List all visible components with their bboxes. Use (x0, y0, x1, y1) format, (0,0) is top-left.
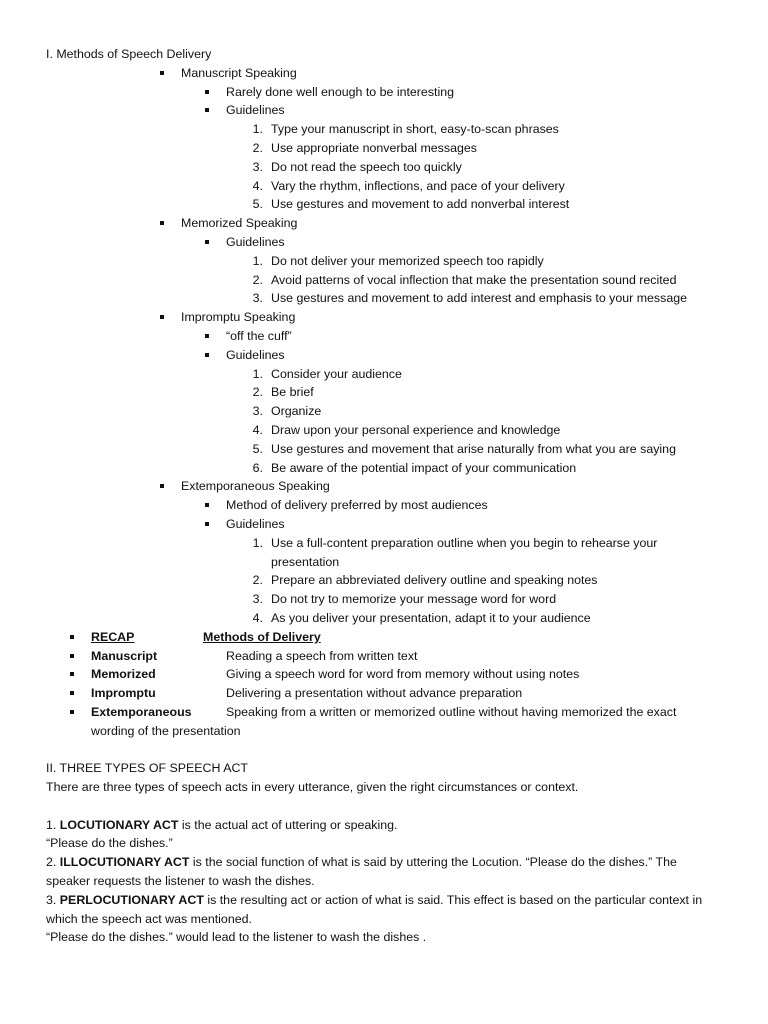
bullet-icon (70, 710, 74, 714)
section2-intro: There are three types of speech acts in every utterance, given the right circumstances or context. (46, 780, 579, 795)
recap-header: RECAP Methods of Delivery (46, 628, 768, 647)
guideline-item: 5. Use gestures and movement that arise naturally from what you are saying (252, 441, 676, 456)
method-title: Extemporaneous Speaking (181, 479, 330, 494)
guideline-item: 1. Type your manuscript in short, easy-to-scan phrases (252, 122, 559, 137)
bullet-icon (160, 71, 164, 75)
term-perlocutionary: PERLOCUTIONARY ACT (59, 892, 204, 907)
guideline-item: 2. Be brief (252, 385, 314, 400)
list-item-manuscript (46, 64, 768, 83)
paragraph-continued: which the speech act was mentioned. (46, 911, 252, 926)
guidelines-label: Guidelines (46, 515, 768, 534)
guideline-item: 4. Vary the rhythm, inflections, and pace of your delivery (252, 178, 565, 193)
recap-row: Impromptu Delivering a presentation without advance preparation (46, 684, 768, 703)
guideline-item: 3. Organize (252, 404, 322, 419)
guideline-item: 1. Consider your audience (252, 366, 402, 381)
guideline-item: 3. Use gestures and movement to add interest and emphasis to your message (252, 291, 687, 306)
guideline-item: 2. Prepare an abbreviated delivery outline and speaking notes (252, 573, 598, 588)
guidelines-label: Guidelines (46, 346, 768, 365)
guidelines-label: Guidelines (46, 233, 768, 252)
guideline-item: 6. Be aware of the potential impact of your communication (252, 460, 577, 475)
list-item-impromptu (46, 308, 768, 327)
list-item-memorized (46, 214, 768, 233)
example-text: “Please do the dishes.” (46, 836, 173, 851)
guideline-item: 3. Do not try to memorize your message word for word (252, 592, 557, 607)
list-item: “off the cuff” (46, 327, 768, 346)
method-title: Impromptu Speaking (181, 310, 296, 325)
guideline-item: 4. Draw upon your personal experience and knowledge (252, 422, 561, 437)
recap-row: Extemporaneous Speaking from a written or memorized outline without having memorized the exact (46, 703, 768, 722)
section1-heading: I. Methods of Speech Delivery (46, 47, 212, 61)
term-locutionary: LOCUTIONARY ACT (59, 817, 179, 832)
section2-heading: II. THREE TYPES OF SPEECH ACT (46, 761, 248, 776)
bullet-icon (160, 315, 164, 319)
bullet-icon (205, 353, 209, 357)
bullet-icon (205, 503, 209, 507)
example-text: “Please do the dishes.” would lead to the listener to wash the dishes . (46, 930, 427, 945)
guideline-item: 1. Use a full-content preparation outline when you begin to rehearse your (252, 535, 658, 550)
speech-act-illocutionary: 2. ILLOCUTIONARY ACT is the social function of what is said by uttering the Locution. “Please do the dishes.” The (46, 855, 677, 870)
list-item-extemporaneous (46, 477, 768, 496)
bullet-icon (160, 221, 164, 225)
bullet-icon (205, 334, 209, 338)
guideline-item: 2. Use appropriate nonverbal messages (252, 140, 477, 155)
guideline-item: 3. Do not read the speech too quickly (252, 159, 462, 174)
guideline-item: 5. Use gestures and movement to add nonverbal interest (252, 197, 570, 212)
guideline-item: 1. Do not deliver your memorized speech too rapidly (252, 253, 544, 268)
list-item: Rarely done well enough to be interesting (46, 83, 768, 102)
bullet-icon (205, 522, 209, 526)
guideline-item: 2. Avoid patterns of vocal inflection that make the presentation sound recited (252, 272, 677, 287)
speech-act-locutionary: 1. LOCUTIONARY ACT is the actual act of uttering or speaking. (46, 817, 398, 832)
guideline-item-continued: presentation (271, 554, 340, 569)
term-illocutionary: ILLOCUTIONARY ACT (59, 855, 190, 870)
method-title: Memorized Speaking (181, 216, 298, 231)
recap-row: Manuscript Reading a speech from written text (46, 647, 768, 666)
bullet-icon (160, 484, 164, 488)
bullet-icon (205, 240, 209, 244)
recap-row-continued: wording of the presentation (91, 723, 241, 738)
method-title: Manuscript Speaking (181, 65, 297, 80)
bullet-icon (70, 635, 74, 639)
paragraph-continued: speaker requests the listener to wash the dishes. (46, 874, 315, 889)
bullet-icon (205, 108, 209, 112)
bullet-icon (70, 654, 74, 658)
recap-row: Memorized Giving a speech word for word from memory without using notes (46, 665, 768, 684)
guideline-item: 4. As you deliver your presentation, adapt it to your audience (252, 610, 591, 625)
bullet-icon (205, 90, 209, 94)
guidelines-label: Guidelines (46, 101, 768, 120)
list-item: Method of delivery preferred by most audiences (46, 496, 768, 515)
bullet-icon (70, 672, 74, 676)
speech-act-perlocutionary: 3. PERLOCUTIONARY ACT is the resulting act or action of what is said. This effect is based on the particular context in (46, 892, 703, 907)
bullet-icon (70, 691, 74, 695)
